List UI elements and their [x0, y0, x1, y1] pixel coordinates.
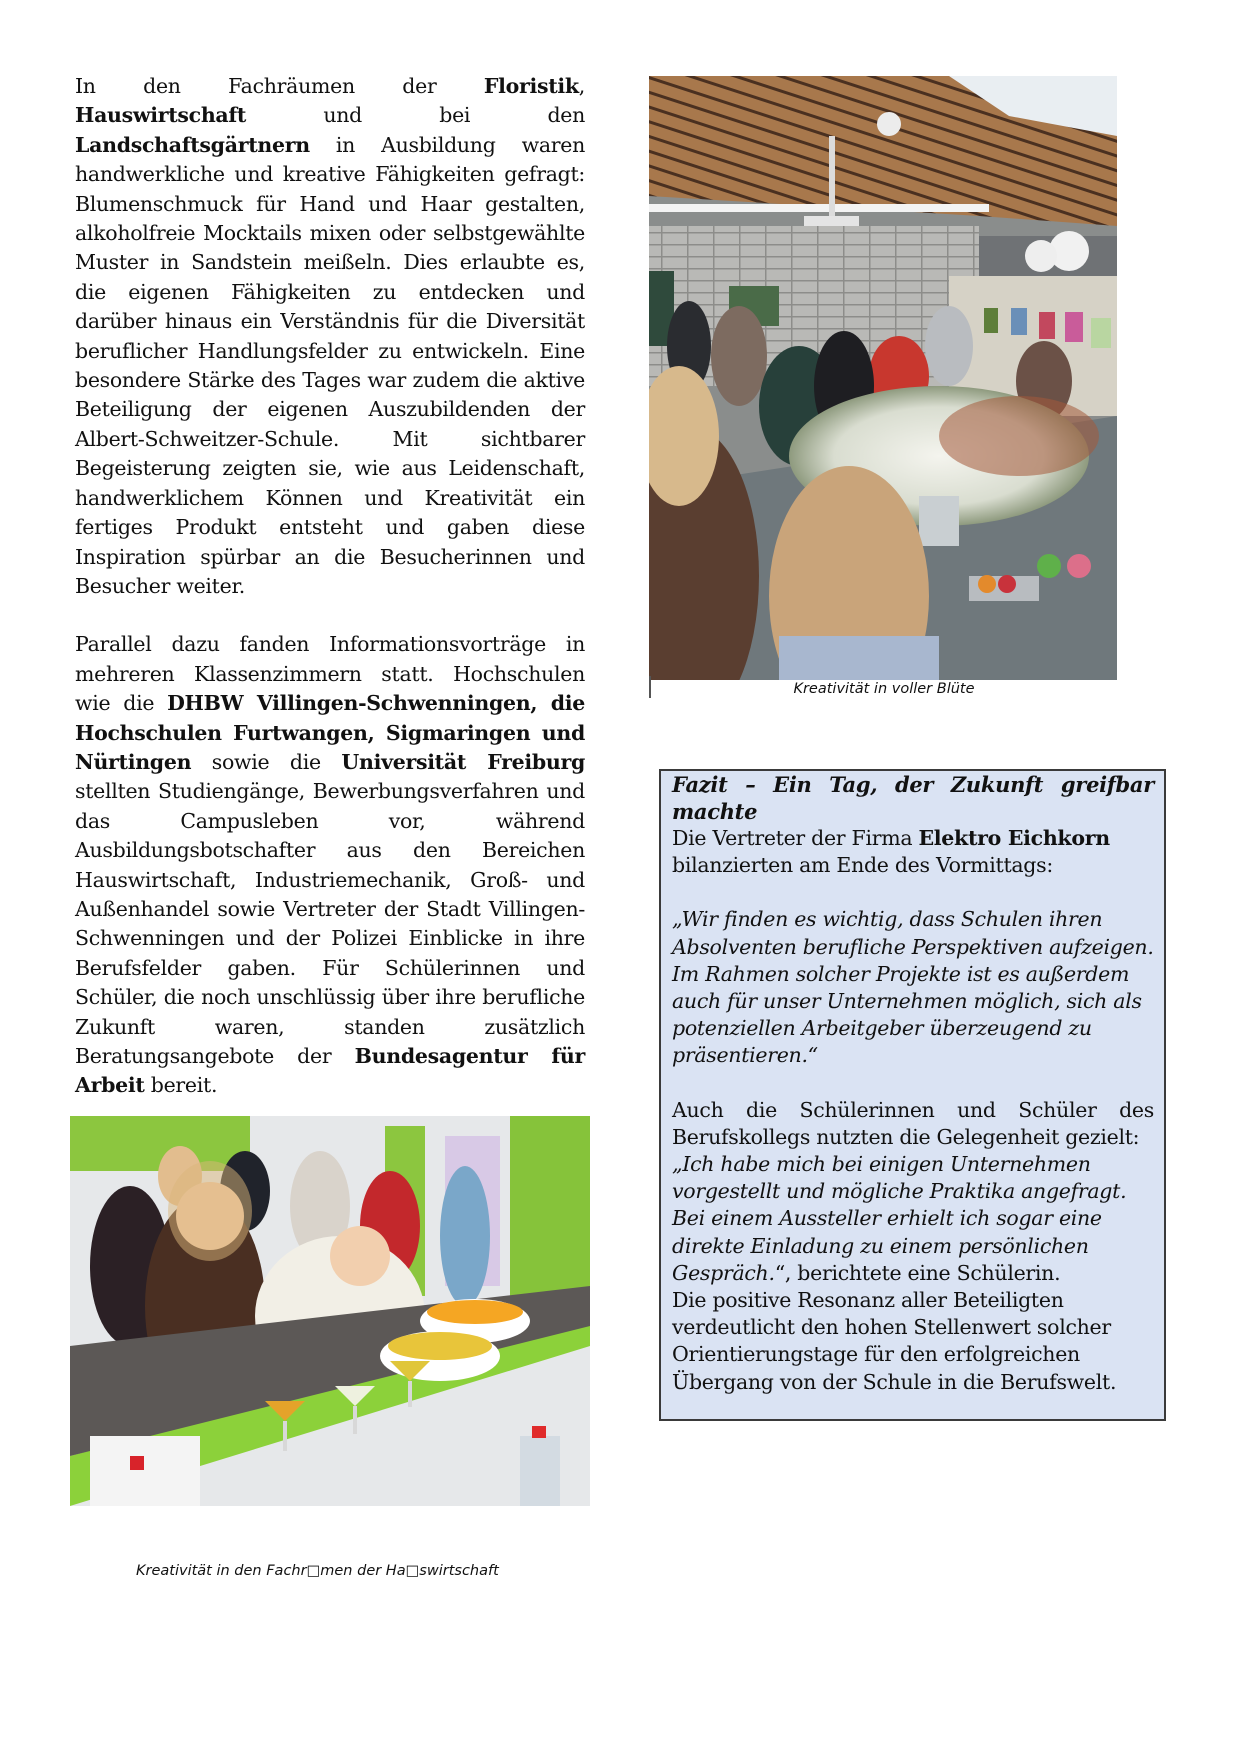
fazit-summary-box	[659, 769, 1166, 1421]
fazit-closing: Die positive Resonanz aller Beteiligten verdeutlicht den hohen Stellenwert solcher Orientierungstage für den erfolgreichen Übergang von der Schule in die Berufswelt.	[672, 1288, 1117, 1394]
bold-hochschulen: DHBW Villingen-Schwenningen, die Hochschulen Furtwangen, Sigmaringen und Nürtingen	[75, 691, 585, 774]
left-column-article	[75, 72, 585, 1101]
bold-bundesagentur: Bundesagentur für Arbeit	[75, 1044, 585, 1098]
mocktail-photo-illustration	[70, 1116, 590, 1506]
bold-elektro-eichkorn: Elektro Eichkorn	[918, 826, 1110, 850]
photo-home-economics-mocktails	[70, 1116, 590, 1506]
bold-landschaftsgaertner: Landschaftsgärtnern	[75, 132, 310, 157]
bold-floristik: Floristik	[483, 74, 579, 98]
students-intro: Auch die Schülerinnen und Schüler des Berufskollegs nutzten die Gelegenheit gezielt:	[672, 1097, 1154, 1149]
caption-hauswirtschaft: Kreativität in den Fachr□men der Ha□swirtschaft	[136, 1563, 499, 1579]
fazit-intro: Die Vertreter der Firma Elektro Eichkorn bilanzierten am Ende des Vormittags:	[672, 826, 1110, 878]
caption-floristik: Kreativität in voller Blüte	[793, 681, 975, 697]
paragraph-lectures: Parallel dazu fanden Informationsvorträge in mehreren Klassenzimmern statt. Hochschulen wie die DHBW Villingen-Schwenningen, die Hochschulen Furtwangen, Sigmaringen und Nürtingen sowie die Universität Freiburg stellten Studiengänge, Bewerbungsverfahren und das Campusleben vor, während Ausbildungsbotschafter aus den Bereichen Hauswirtschaft, Industriemechanik, Groß- und Außenhandel sowie Vertreter der Stadt Villingen-Schwenningen und der Polizei Einblicke in ihre Berufsfelder gaben. Für Schülerinnen und Schüler, die noch unschlüssig über ihre berufliche Zukunft waren, standen zusätzlich Beratungsangebote der Bundesagentur für Arbeit bereit.	[75, 632, 585, 1098]
bold-universitaet: Universität Freiburg	[341, 749, 585, 774]
bold-hauswirtschaft: Hauswirtschaft	[75, 103, 247, 128]
quote-student: „Ich habe mich bei einigen Unternehmen vorgestellt und mögliche Praktika angefragt. Bei einem Aussteller erhielt ich sogar eine direkte Einladung zu einem persönlichen Gespräch.“, berichtete eine Schülerin.	[672, 1152, 1127, 1285]
spacer	[672, 879, 1154, 906]
spacer	[672, 1070, 1154, 1097]
fazit-title: Fazit – Ein Tag, der Zukunft greifbar machte	[672, 772, 1154, 824]
photo-floristry-workshop	[649, 76, 1117, 680]
floristry-photo-illustration	[649, 76, 1117, 680]
paragraph-workshops: In den Fachräumen der Floristik, Hauswirtschaft und bei den Landschaftsgärtnern in Ausbildung waren handwerkliche und kreative Fähigkeiten gefragt: Blumenschmuck für Hand und Haar gestalten, alkoholfreie Mocktails mixen oder selbstgewählte Muster in Sandstein meißeln. Dies erlaubte es, die eigenen Fähigkeiten zu entdecken und darüber hinaus ein Verständnis für die Diversität beruflicher Handlungsfelder zu entwickeln. Eine besondere Stärke des Tages war zudem die aktive Beteiligung der eigenen Auszubildenden der Albert-Schweitzer-Schule. Mit sichtbarer Begeisterung zeigten sie, wie aus Leidenschaft, handwerklichem Können und Kreativität ein fertiges Produkt entsteht und gaben diese Inspiration spürbar an die Besucherinnen und Besucher weiter.	[75, 74, 585, 598]
quote-company: „Wir finden es wichtig, dass Schulen ihren Absolventen berufliche Perspektiven aufzeigen. Im Rahmen solcher Projekte ist es außerdem auch für unser Unternehmen möglich, sich als potenziellen Arbeitgeber überzeugend zu präsentieren.“	[672, 907, 1154, 1068]
